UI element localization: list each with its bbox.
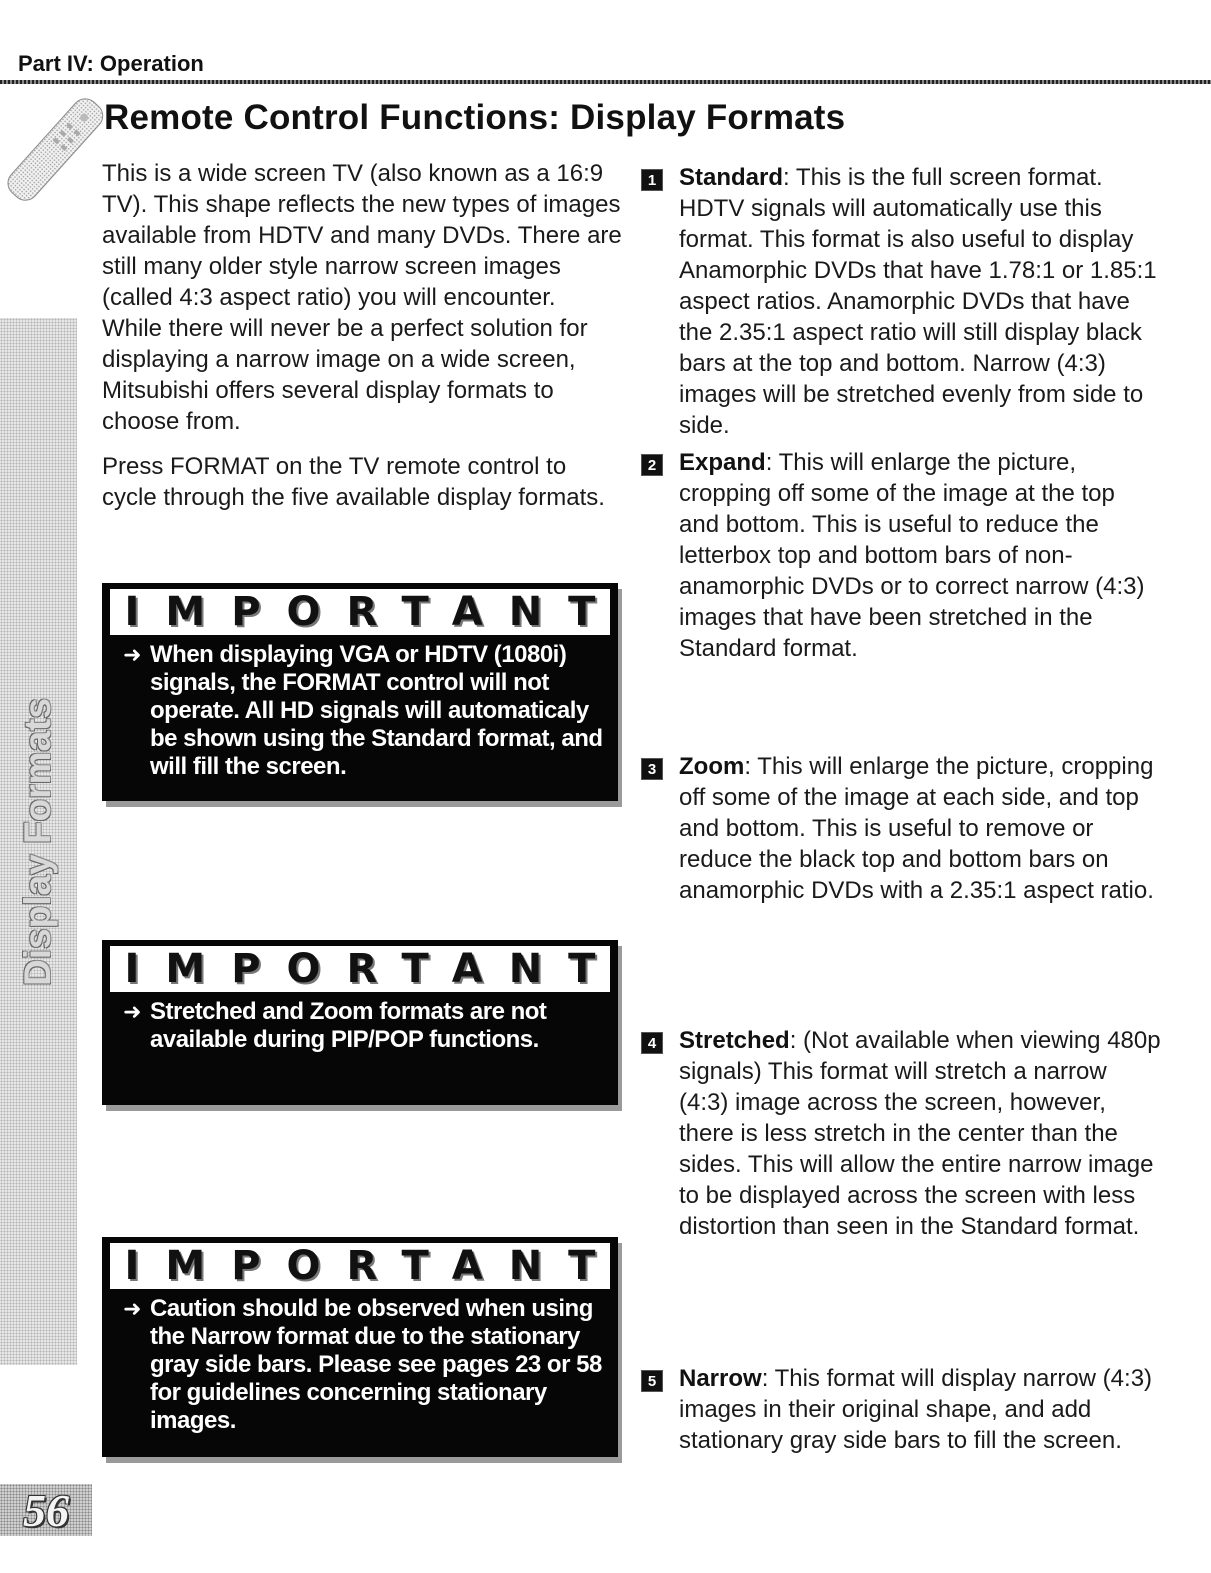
format-name: Stretched — [679, 1027, 790, 1054]
format-description: : This will enlarge the picture, cropping off some of the image at the top and bottom. This is useful to reduce the letterbox top and bottom bars of non-anamorphic DVDs or to correct narrow (4:3) images that have been stretched in the Standard format. — [679, 449, 1145, 662]
format-item-standard — [641, 162, 1161, 441]
important-heading: IMPORTANT — [110, 946, 610, 992]
important-box — [102, 583, 622, 801]
important-note-text: Stretched and Zoom formats are not available during PIP/POP functions. — [150, 998, 547, 1053]
arrow-icon: ➜ — [123, 1296, 141, 1321]
format-name: Narrow — [679, 1365, 762, 1392]
format-description: : (Not available when viewing 480p signals) This format will stretch a narrow (4:3) image across the screen, however, there is less stretch in the center than the sides. This will allow the entire narrow image to be displayed across the screen with less distortion than seen in the Standard format. — [679, 1027, 1161, 1240]
important-heading: IMPORTANT — [110, 1243, 610, 1289]
side-tab-label: Display Formats — [17, 698, 58, 986]
important-box — [102, 940, 622, 1105]
format-description: : This format will display narrow (4:3) images in their original shape, and add stationary gray side bars to fill the screen. — [679, 1365, 1153, 1454]
number-badge: 5 — [641, 1370, 663, 1392]
format-description: : This is the full screen format. HDTV signals will automatically use this format. This format is also useful to display Anamorphic DVDs that have 1.78:1 or 1.85:1 aspect ratios. Anamorphic DVDs that have the 2.35:1 aspect ratio will still display black bars at the top and bottom. Narrow (4:3) images will be stretched evenly from side to side. — [679, 164, 1157, 439]
intro-text — [102, 158, 622, 527]
number-badge: 1 — [641, 169, 663, 191]
important-note-text: When displaying VGA or HDTV (1080i) signals, the FORMAT control will not operate. All HD signals will automaticaly be shown using the Standard format, and will fill the screen. — [150, 641, 603, 780]
number-badge: 2 — [641, 454, 663, 476]
format-name: Zoom — [679, 753, 745, 780]
important-note — [102, 635, 618, 781]
format-item-zoom — [641, 751, 1161, 906]
important-note — [102, 1289, 618, 1435]
page-title: Remote Control Functions: Display Formats — [104, 98, 846, 137]
important-box — [102, 1237, 622, 1457]
intro-paragraph: This is a wide screen TV (also known as a 16:9 TV). This shape reflects the new types of images available from HDTV and many DVDs. There are still many older style narrow screen images (called 4:3 aspect ratio) you will encounter. While there will never be a perfect solution for displaying a narrow image on a wide screen, Mitsubishi offers several display formats to choose from. — [102, 160, 622, 435]
arrow-icon: ➜ — [123, 999, 141, 1024]
intro-paragraph: Press FORMAT on the TV remote control to cycle through the five available display formats. — [102, 453, 605, 511]
number-badge: 3 — [641, 758, 663, 780]
format-name: Expand — [679, 449, 766, 476]
important-note-text: Caution should be observed when using the Narrow format due to the stationary gray side bars. Please see pages 23 or 58 for guidelines concerning stationary images. — [150, 1295, 602, 1434]
important-heading: IMPORTANT — [110, 589, 610, 635]
format-item-narrow — [641, 1363, 1161, 1456]
format-name: Standard — [679, 164, 784, 191]
page-number: 56 — [0, 1484, 92, 1536]
remote-control-icon — [2, 96, 106, 206]
format-item-stretched — [641, 1025, 1161, 1242]
format-description: : This will enlarge the picture, cropping off some of the image at each side, and top and bottom. This is useful to remove or reduce the black top and bottom bars on anamorphic DVDs with a 2.35:1 aspect ratio. — [679, 753, 1154, 904]
number-badge: 4 — [641, 1032, 663, 1054]
header-rule — [0, 80, 1211, 84]
arrow-icon: ➜ — [123, 642, 141, 667]
format-item-expand — [641, 447, 1161, 664]
part-header: Part IV: Operation — [18, 51, 204, 76]
important-note — [102, 992, 618, 1054]
